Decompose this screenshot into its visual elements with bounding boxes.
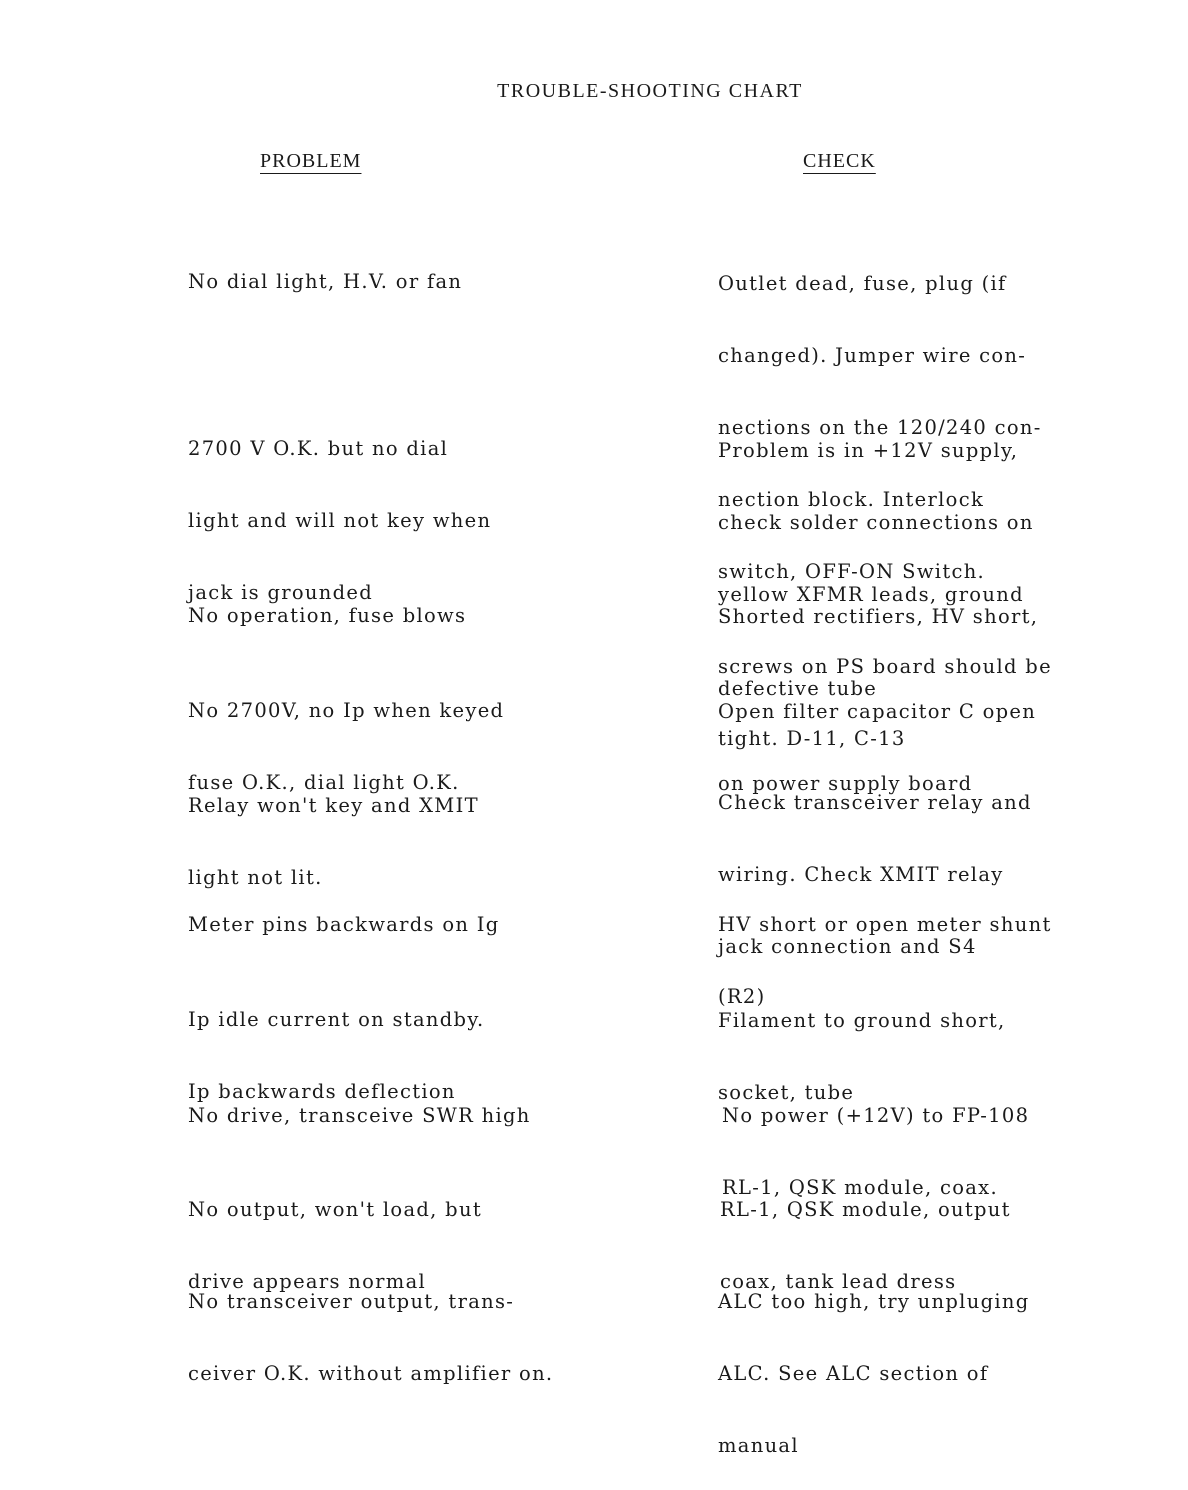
problem-line: drive appears normal [188,1270,427,1293]
check-line: Check transceiver relay and [718,791,1032,814]
check-line: ALC too high, try unpluging [718,1290,1030,1313]
problem-line: Ip idle current on standby. [188,1008,485,1031]
problem-line: No dial light, H.V. or fan [188,270,463,293]
check-line: Outlet dead, fuse, plug (if [718,272,1007,295]
check-line: nections on the 120/240 con- [718,416,1042,439]
check-line: check solder connections on [718,511,1034,534]
problem-line: No output, won't load, but [188,1198,482,1221]
problem-line: jack is grounded [188,581,374,604]
check-line: Filament to ground short, [718,1009,1006,1032]
problem-line: No transceiver output, trans- [188,1290,515,1313]
check-line: No power (+12V) to FP-108 [722,1104,1030,1127]
problem-cell [188,222,462,318]
check-line: switch, OFF-ON Switch. [718,560,986,583]
check-line: jack connection and S4 [718,935,977,958]
check-line: socket, tube [718,1081,855,1104]
check-line: changed). Jumper wire con- [718,344,1027,367]
check-line: manual [718,1434,799,1457]
problem-line: No 2700V, no Ip when keyed [188,699,505,722]
check-line: coax, tank lead dress [720,1270,957,1293]
problem-line: light and will not key when [188,509,492,532]
check-line: defective tube [718,677,878,700]
problem-line: ceiver O.K. without amplifier on. [188,1362,554,1385]
check-line: HV short or open meter shunt [718,913,1052,936]
check-line: on power supply board [718,772,973,795]
check-line: Problem is in +12V supply, [718,439,1019,462]
problem-line: fuse O.K., dial light O.K. [188,771,460,794]
check-line: ALC. See ALC section of [718,1362,989,1385]
problem-cell [188,556,466,652]
check-line: yellow XFMR leads, ground [718,583,1024,606]
problem-line: Meter pins backwards on Ig [188,913,500,936]
problem-line: Ip backwards deflection [188,1080,456,1103]
check-line: tight. D-11, C-13 [718,727,906,750]
check-line: RL-1, QSK module, coax. [722,1176,998,1199]
problem-column-header: PROBLEM [260,150,362,172]
problem-line: light not lit. [188,866,323,889]
check-cell [718,1242,1030,1482]
check-line: wiring. Check XMIT relay [718,863,1004,886]
problem-line: No drive, transceive SWR high [188,1104,531,1127]
check-line: (R2) [718,985,766,1008]
page-title: TROUBLE-SHOOTING CHART [497,80,803,102]
check-line: nection block. Interlock [718,488,985,511]
check-line: Open filter capacitor C open [718,700,1037,723]
problem-cell [188,865,500,961]
check-line: RL-1, QSK module, output [720,1198,1011,1221]
check-column-header: CHECK [803,150,876,172]
problem-line: No operation, fuse blows [188,604,467,627]
check-line: screws on PS board should be [718,655,1052,678]
problem-line: 2700 V O.K. but no dial [188,437,449,460]
problem-cell [188,1242,553,1410]
problem-cell [188,1056,531,1152]
problem-line: Relay won't key and XMIT [188,794,479,817]
check-line: Shorted rectifiers, HV short, [718,605,1039,628]
